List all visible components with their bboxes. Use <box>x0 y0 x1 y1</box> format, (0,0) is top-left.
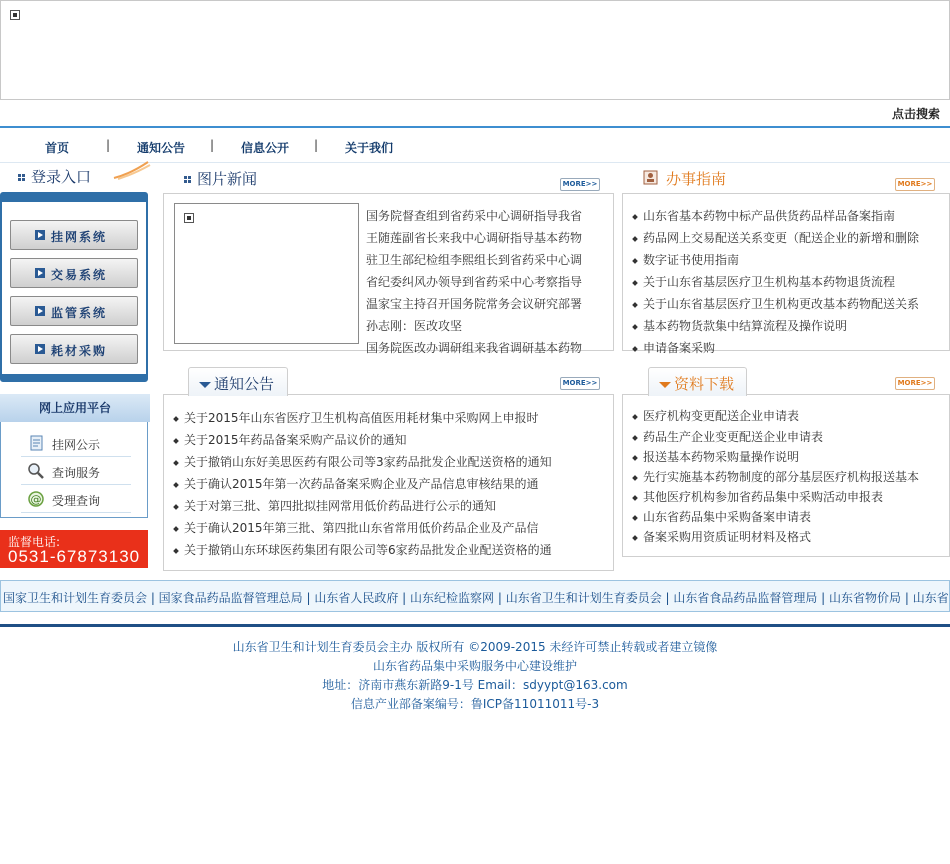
picture-news-item[interactable]: 国务院督查组到省药采中心调研指导我省 <box>366 209 583 223</box>
notice-more-button[interactable]: MORE>> <box>560 377 600 390</box>
platform-item-acceptance[interactable]: @ 受理查询 <box>21 486 131 513</box>
search-link[interactable]: 点击搜索 <box>891 107 940 121</box>
footer-address: 地址：济南市燕东新路9-1号 Email：sdyypt@163.com <box>322 678 628 692</box>
platform-item-listing[interactable]: 挂网公示 <box>21 430 131 457</box>
guide-more-button[interactable]: MORE>> <box>895 178 935 191</box>
notice-item[interactable]: 关于2015年药品备案采购产品议价的通知 <box>174 431 407 448</box>
arrow-icon <box>35 344 45 354</box>
person-document-icon <box>642 168 660 186</box>
notice-item[interactable]: 关于确认2015年第一次药品备案采购企业及产品信息审核结果的通 <box>174 475 539 492</box>
at-sign-icon <box>27 490 45 508</box>
broken-image-icon <box>184 213 194 223</box>
grid-icon <box>18 174 25 181</box>
platform-title: 网上应用平台 <box>0 394 150 422</box>
hotline-banner <box>0 530 148 568</box>
download-item[interactable]: 药品生产企业变更配送企业申请表 <box>633 428 823 445</box>
nav-home[interactable]: 首页 <box>45 141 70 155</box>
guide-item[interactable]: 山东省基本药物中标产品供货药品样品备案指南 <box>633 207 895 224</box>
svg-text:@: @ <box>30 493 42 506</box>
download-item[interactable]: 先行实施基本药物制度的部分基层医疗机构报送基本 <box>633 468 919 485</box>
guide-item[interactable]: 申请备案采购 <box>633 339 715 356</box>
document-icon <box>27 434 45 452</box>
related-links[interactable]: 国家卫生和计划生育委员会 | 国家食品药品监督管理总局 | 山东省人民政府 | 山东纪检监察网 | 山东省卫生和计划生育委员会 | 山东省食品药品监督管理局 | 山东省物价局 | 山东省 <box>3 591 949 605</box>
notice-item[interactable]: 关于对第三批、第四批拟挂网常用低价药品进行公示的通知 <box>174 497 496 514</box>
related-links-bar <box>0 580 950 612</box>
footer-divider <box>0 624 950 627</box>
picture-news-item[interactable]: 省纪委纠风办领导到省药采中心考察指导 <box>366 275 583 289</box>
listing-system-button[interactable]: 挂网系统 <box>10 220 138 250</box>
consumables-purchase-button[interactable]: 耗材采购 <box>10 334 138 364</box>
nav-separator: | <box>210 138 215 152</box>
picture-news-item[interactable]: 温家宝主持召开国务院常务会议研究部署 <box>366 297 583 311</box>
system-panel <box>0 192 148 382</box>
picture-news-title: 图片新闻 <box>184 168 257 189</box>
platform-panel <box>0 422 148 518</box>
platform-item-query[interactable]: 查询服务 <box>21 458 131 485</box>
guide-item[interactable]: 关于山东省基层医疗卫生机构更改基本药物配送关系 <box>633 295 919 312</box>
nav-separator: | <box>106 138 111 152</box>
footer-maintainer: 山东省药品集中采购服务中心建设维护 <box>372 659 577 673</box>
guide-item[interactable]: 药品网上交易配送关系变更（配送企业的新增和删除 <box>633 229 919 246</box>
search-bar <box>0 100 950 126</box>
hotline-number: 0531-67873130 <box>8 547 141 566</box>
footer-copyright: 山东省卫生和计划生育委员会主办 版权所有 ©2009-2015 未经许可禁止转载或者建立镜像 <box>232 640 718 654</box>
download-item[interactable]: 报送基本药物采购量操作说明 <box>633 448 799 465</box>
grid-icon <box>184 176 191 183</box>
notice-item[interactable]: 关于撤销山东环球医药集团有限公司等6家药品批发企业配送资格的通 <box>174 541 552 558</box>
picture-news-more-button[interactable]: MORE>> <box>560 178 600 191</box>
downloads-tab[interactable]: 资料下载 <box>648 367 747 396</box>
picture-news-item[interactable]: 王随莲副省长来我中心调研指导基本药物 <box>366 231 583 245</box>
trading-system-button[interactable]: 交易系统 <box>10 258 138 288</box>
banner-image <box>0 0 950 100</box>
download-item[interactable]: 山东省药品集中采购备案申请表 <box>633 508 811 525</box>
notice-tab[interactable]: 通知公告 <box>188 367 288 396</box>
broken-image-icon <box>10 10 20 20</box>
main-nav <box>0 126 950 163</box>
arrow-icon <box>35 306 45 316</box>
nav-about[interactable]: 关于我们 <box>345 141 394 155</box>
guide-title: 办事指南 <box>666 170 727 188</box>
arrow-icon <box>35 268 45 278</box>
guide-item[interactable]: 关于山东省基层医疗卫生机构基本药物退货流程 <box>633 273 895 290</box>
nav-notices[interactable]: 通知公告 <box>137 141 186 155</box>
triangle-down-icon <box>659 382 671 388</box>
notice-item[interactable]: 关于2015年山东省医疗卫生机构高值医用耗材集中采购网上申报时 <box>174 409 539 426</box>
notice-item[interactable]: 关于撤销山东好美思医药有限公司等3家药品批发企业配送资格的通知 <box>174 453 552 470</box>
download-item[interactable]: 其他医疗机构参加省药品集中采购活动申报表 <box>633 488 883 505</box>
picture-news-item[interactable]: 国务院医改办调研组来我省调研基本药物 <box>366 341 583 355</box>
guide-item[interactable]: 基本药物货款集中结算流程及操作说明 <box>633 317 847 334</box>
footer-icp: 信息产业部备案编号：鲁ICP备11011011号-3 <box>350 697 600 711</box>
triangle-down-icon <box>199 382 211 388</box>
swoosh-decoration <box>112 160 152 180</box>
magnifier-icon <box>27 462 45 480</box>
arrow-icon <box>35 230 45 240</box>
download-item[interactable]: 医疗机构变更配送企业申请表 <box>633 407 799 424</box>
nav-info-public[interactable]: 信息公开 <box>241 141 290 155</box>
news-image <box>174 203 359 344</box>
guide-item[interactable]: 数字证书使用指南 <box>633 251 739 268</box>
picture-news-item[interactable]: 驻卫生部纪检组李熙组长到省药采中心调 <box>366 253 583 267</box>
footer <box>0 638 950 714</box>
notice-item[interactable]: 关于确认2015年第三批、第四批山东省常用低价药品企业及产品信 <box>174 519 539 536</box>
downloads-more-button[interactable]: MORE>> <box>895 377 935 390</box>
login-title: 登录入口 <box>18 166 91 187</box>
picture-news-item[interactable]: 孙志刚：医改攻坚 <box>366 319 463 333</box>
hotline-label: 监督电话: <box>8 535 61 549</box>
supervision-system-button[interactable]: 监管系统 <box>10 296 138 326</box>
download-item[interactable]: 备案采购用资质证明材料及格式 <box>633 528 811 545</box>
nav-separator: | <box>314 138 319 152</box>
